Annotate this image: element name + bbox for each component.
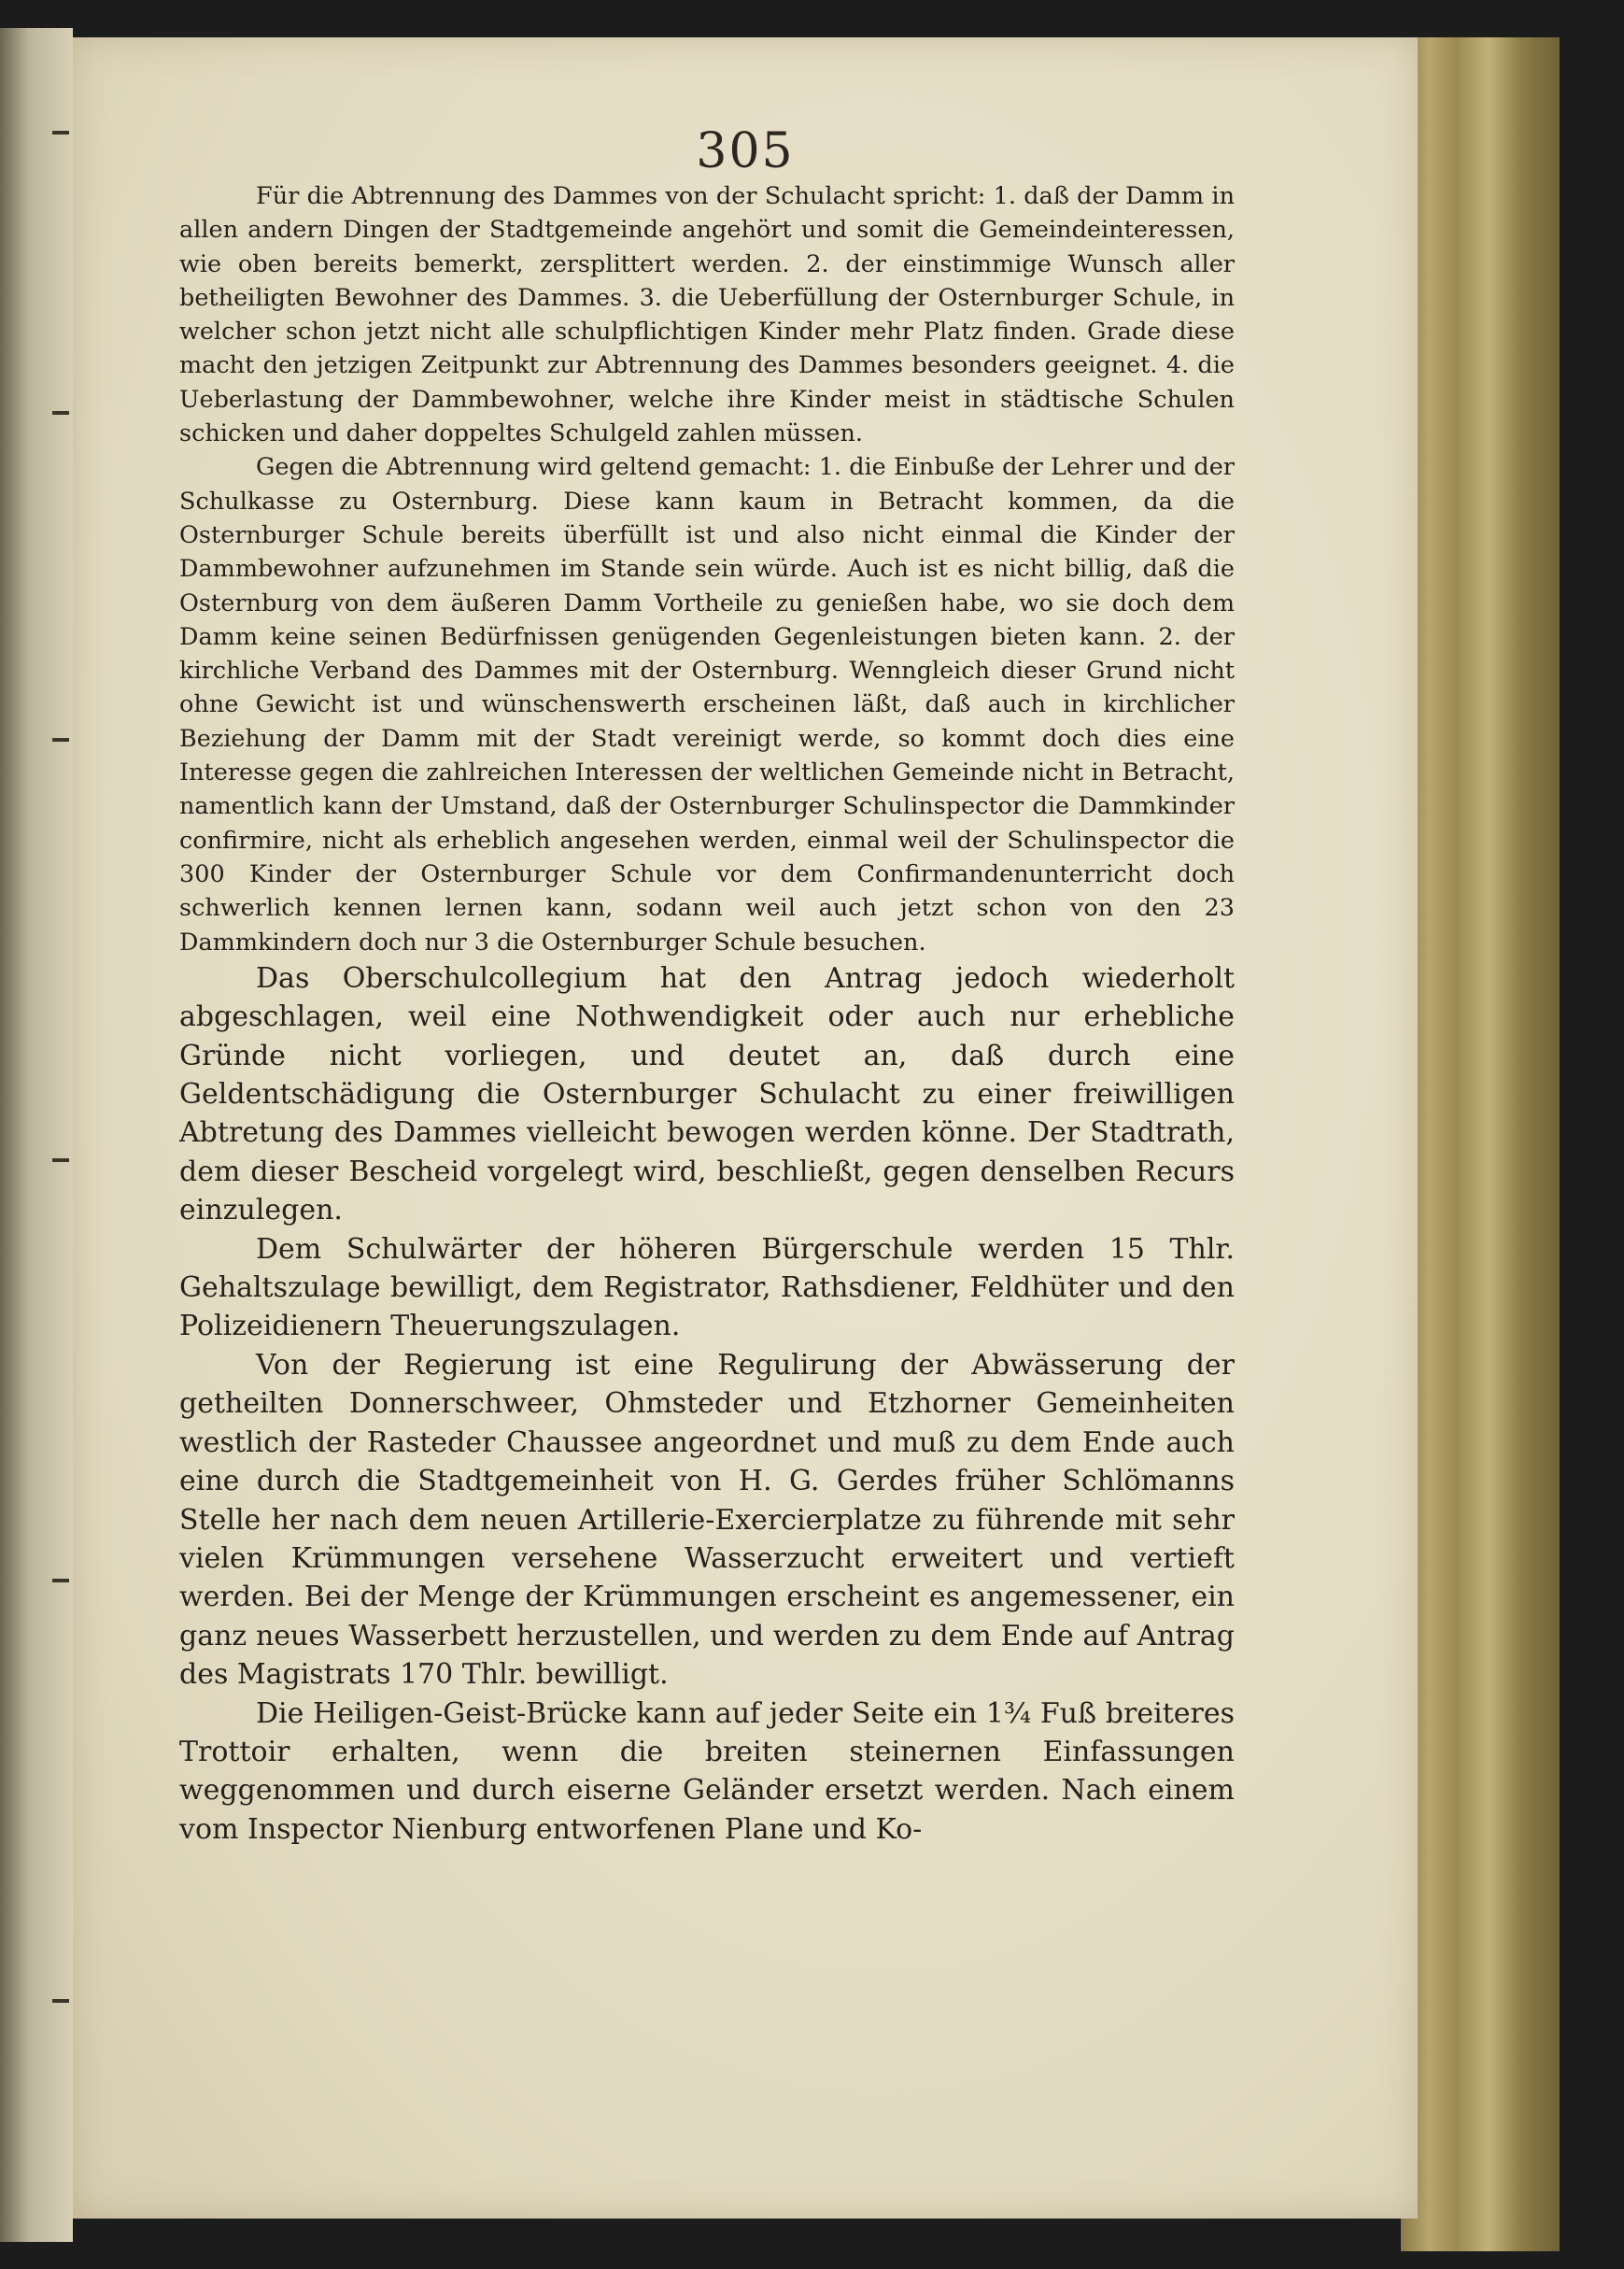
previous-page-edge <box>0 28 73 2242</box>
binding-stitch <box>52 738 69 742</box>
paragraph: Die Heiligen-Geist-Brücke kann auf jeder Seite ein 1¾ Fuß breiteres Trottoir erhalten, wenn die breiten steinernen Einfassungen weggenommen und durch eiserne Geländer ersetzt werden. Nach einem vom Inspector Nienburg entworfenen Plane und Ko- <box>179 1696 1235 1846</box>
binding-stitch <box>52 1579 69 1582</box>
binding-stitch <box>52 1158 69 1162</box>
book-cover-edge <box>1401 37 1560 2251</box>
paragraph: Gegen die Abtrennung wird geltend gemacht: 1. die Einbuße der Lehrer und der Schulkasse zu Osternburg. Diese kann kaum in Betracht kommen, da die Osternburger Schule bereits überfüllt ist und also nicht einmal die Kinder der Dammbewohner aufzunehmen im Stande sein würde. Auch ist es nicht billig, daß die Osternburg von dem äußeren Damm Vortheile zu genießen habe, wo sie doch dem Damm keine seinen Bedürfnissen genügenden Gegenleistungen bieten kann. 2. der kirchliche Verband des Dammes mit der Osternburg. Wenngleich dieser Grund nicht ohne Gewicht ist und wünschenswerth erscheinen läßt, daß auch in kirchlicher Beziehung der Damm mit der Stadt vereinigt werde, so kommt doch dies eine Interesse gegen die zahlreichen Interessen der weltlichen Gemeinde nicht in Betracht, namentlich kann der Umstand, daß der Osternburger Schulinspector die Dammkinder confirmire, nicht als erheblich angesehen werden, einmal weil der Schulinspector die 300 Kinder der Osternburger Schule vor dem Confirmandenunterricht doch schwerlich kennen lernen kann, sodann weil auch jetzt schon von den 23 Dammkindern doch nur 3 die Osternburger Schule besuchen. <box>179 453 1235 957</box>
paragraph: Das Oberschulcollegium hat den Antrag jedoch wiederholt abgeschlagen, weil eine Nothwendigkeit oder auch nur erhebliche Gründe nicht vorliegen, und deutet an, daß durch eine Geldentschädigung die Osternburger Schulacht zu einer freiwilligen Abtretung des Dammes vielleicht bewogen werden könne. Der Stadtrath, dem dieser Bescheid vorgelegt wird, beschließt, gegen denselben Recurs einzulegen. <box>179 961 1235 1227</box>
large-print-section <box>179 959 1235 1849</box>
binding-stitch <box>52 411 69 415</box>
binding-stitch <box>52 131 69 135</box>
binding-stitch <box>52 1999 69 2003</box>
page-body <box>179 179 1235 1849</box>
page-number: 305 <box>696 123 795 179</box>
paragraph: Dem Schulwärter der höheren Bürgerschule werden 15 Thlr. Gehaltszulage bewilligt, dem Registrator, Rathsdiener, Feldhüter und den Polizeidienern Theuerungszulagen. <box>179 1232 1235 1343</box>
paragraph: Für die Abtrennung des Dammes von der Schulacht spricht: 1. daß der Damm in allen andern Dingen der Stadtgemeinde angehört und somit die Gemeindeinteressen, wie oben bereits bemerkt, zersplittert werden. 2. der einstimmige Wunsch aller betheiligten Bewohner des Dammes. 3. die Ueberfüllung der Osternburger Schule, in welcher schon jetzt nicht alle schulpflichtigen Kinder mehr Platz finden. Grade diese macht den jetzigen Zeitpunkt zur Abtrennung des Dammes besonders geeignet. 4. die Ueberlastung der Dammbewohner, welche ihre Kinder meist in städtische Schulen schicken und daher doppeltes Schulgeld zahlen müssen. <box>179 182 1235 448</box>
paragraph: Von der Regierung ist eine Regulirung der Abwässerung der getheilten Donnerschweer, Ohmsteder und Etzhorner Gemeinheiten westlich der Rasteder Chaussee angeordnet und muß zu dem Ende auch eine durch die Stadtgemeinheit von H. G. Gerdes früher Schlömanns Stelle her nach dem neuen Artillerie-Exercierplatze zu führende mit sehr vielen Krümmungen versehene Wasserzucht erweitert und vertieft werden. Bei der Menge der Krümmungen erscheint es angemessener, ein ganz neues Wasserbett herzustellen, und werden zu dem Ende auf Antrag des Magistrats 170 Thlr. bewilligt. <box>179 1348 1235 1692</box>
small-print-section <box>179 179 1235 959</box>
